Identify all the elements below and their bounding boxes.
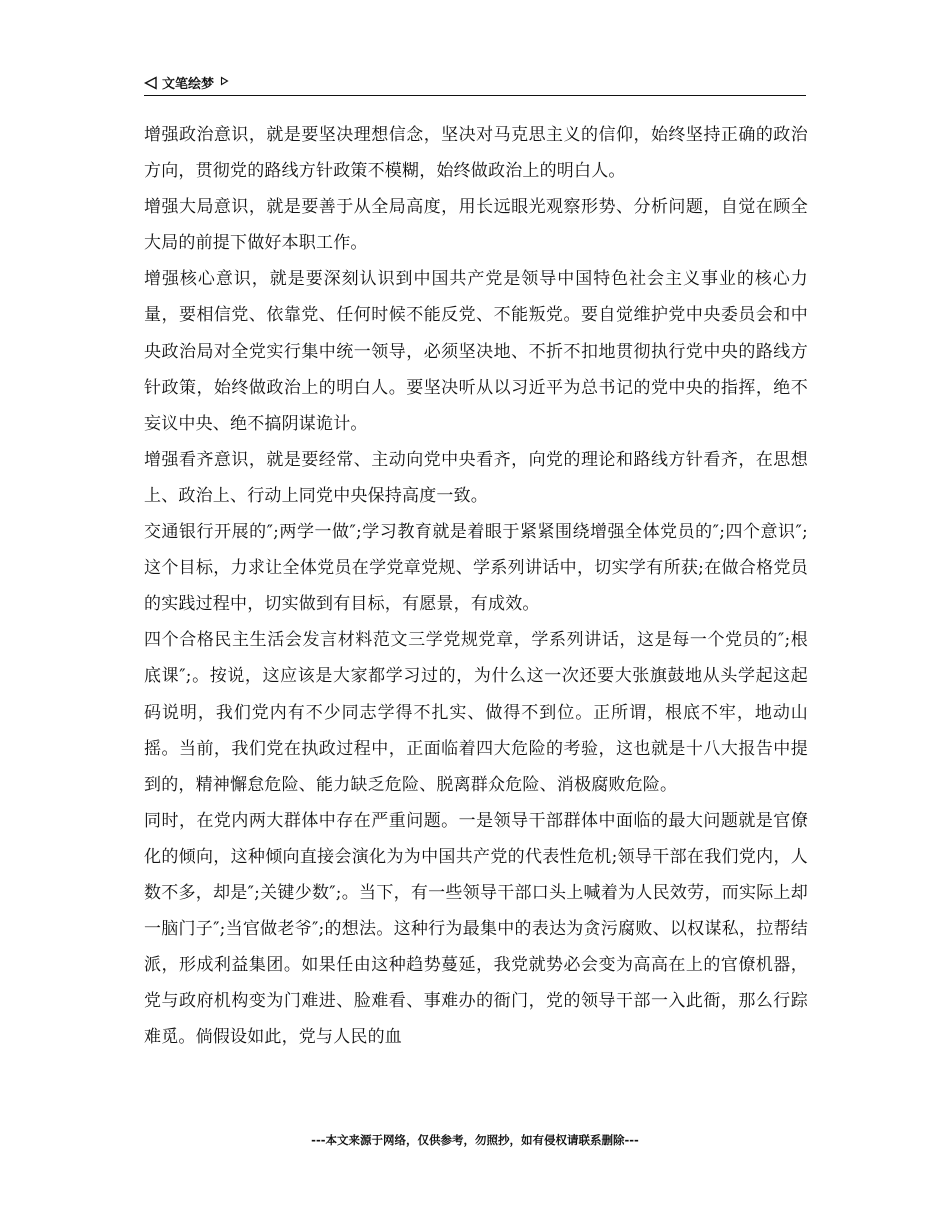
paragraph-study-rules: 四个合格民主生活会发言材料范文三学党规党章，学系列讲话，这是每一个党员的″;根底课″;。按说，这应该是大家都学习过的，为什么这一次还要大张旗鼓地从头学起这起码说明，我们党内有不少同志学得不扎实、做得不到位。正所谓，根底不牢，地动山摇。当前，我们党在执政过程中，正面临着四大危险的考验，这也就是十八大报告中提到的，精神懈怠危险、能力缺乏危险、脱离群众危险、消极腐败危险。 [144,630,808,795]
paragraph-bank-education: 交通银行开展的″;两学一做″;学习教育就是着眼于紧紧围绕增强全体党员的″;四个意识″;这个目标，力求让全体党员在学党章党规、学系列讲话中，切实学有所获;在做合格党员的实践过程中，切实做到有目标，有愿景，有成效。 [144,522,808,615]
hollow-left-triangle-icon [144,76,158,90]
small-right-triangle-icon [220,76,229,86]
document-body [144,117,808,1055]
paragraph-alignment-awareness: 增强看齐意识，就是要经常、主动向党中央看齐，向党的理论和路线方针看齐，在思想上、政治上、行动上同党中央保持高度一致。 [144,449,808,506]
paragraph-overall-awareness: 增强大局意识，就是要善于从全局高度，用长远眼光观察形势、分析问题，自觉在顾全大局的前提下做好本职工作。 [144,197,808,254]
paragraph-political-awareness: 增强政治意识，就是要坚决理想信念，坚决对马克思主义的信仰，始终坚持正确的政治方向，贯彻党的路线方针政策不模糊，始终做政治上的明白人。 [144,125,808,182]
paragraph-core-awareness: 增强核心意识，就是要深刻认识到中国共产党是领导中国特色社会主义事业的核心力量，要相信党、依靠党、任何时候不能反党、不能叛党。要自觉维护党中央委员会和中央政治局对全党实行集中统一领导，必须坚决地、不折不扣地贯彻执行党中央的路线方针政策，始终做政治上的明白人。要坚决听从以习近平为总书记的党中央的指挥，绝不妄议中央、绝不搞阴谋诡计。 [144,269,808,434]
footer-disclaimer: ---本文来源于网络，仅供参考，勿照抄，如有侵权请联系删除--- [311,1133,639,1147]
brand-name: 文笔绘梦 [162,77,215,92]
paragraph-party-problems: 同时，在党内两大群体中存在严重问题。一是领导干部群体中面临的最大问题就是官僚化的倾向，这种倾向直接会演化为为中国共产党的代表性危机;领导干部在我们党内，人数不多，却是″;关键少数″;。当下，有一些领导干部口头上喊着为人民效劳，而实际上却一脑门子″;当官做老爷″;的想法。这种行为最集中的表达为贪污腐败、以权谋私，拉帮结派，形成利益集团。如果任由这种趋势蔓延，我党就势必会变为高高在上的官僚机器，党与政府机构变为门难进、脸难看、事难办的衙门，党的领导干部一入此衙，那么行踪难觅。倘假设如此，党与人民的血 [144,810,808,1048]
page-header [144,70,806,96]
